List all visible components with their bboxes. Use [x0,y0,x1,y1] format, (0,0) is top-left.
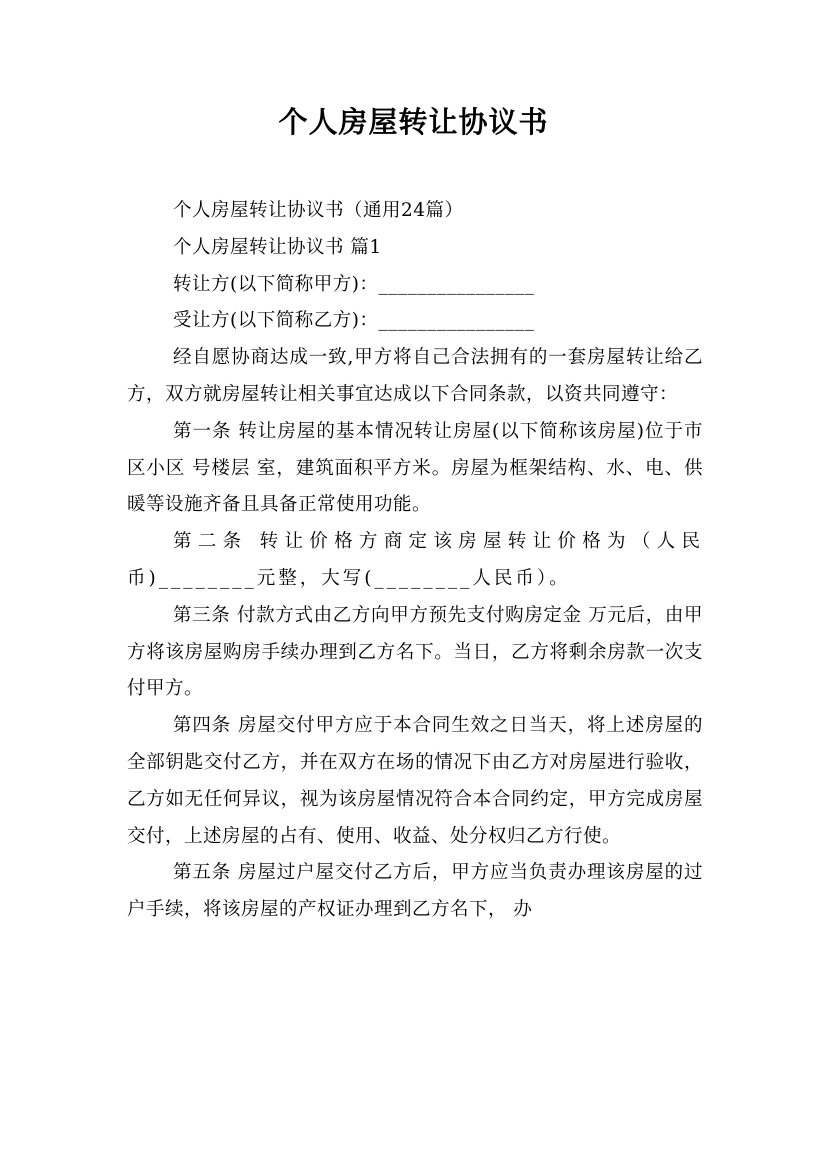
paragraph-transferee-line: 受让方(以下简称乙方)：________________ [173,310,535,332]
document-body [127,193,703,929]
paragraph-article-4: 第四条 房屋交付甲方应于本合同生效之日当天，将上述房屋的全部钥匙交付乙方，并在双方在场的情况下由乙方对房屋进行验收，乙方如无任何异议，视为该房屋情况符合本合同约定，甲方完成房屋交付，上述房屋的占有、使用、收益、处分权归乙方行使。 [127,715,703,847]
paragraph-article-5: 第五条 房屋过户屋交付乙方后，甲方应当负责办理该房屋的过户手续，将该房屋的产权证办理到乙方名下， 办 [127,862,703,921]
paragraph-preamble: 经自愿协商达成一致,甲方将自己合法拥有的一套房屋转让给乙方，双方就房屋转让相关事宜达成以下合同条款，以资共同遵守： [127,347,703,405]
paragraph-article-heading: 个人房屋转让协议书 篇1 [173,236,382,258]
paragraph-article-3: 第三条 付款方式由乙方向甲方预先支付购房定金 万元后，由甲方将该房屋购房手续办理到乙方名下。当日，乙方将剩余房款一次支付甲方。 [127,604,703,700]
paragraph-article-2: 第二条 转让价格方商定该房屋转让价格为（人民币)________元整，大写(________人民币）。 [127,531,703,589]
paragraph-collection-title: 个人房屋转让协议书（通用24篇） [173,200,464,221]
paragraph-article-1: 第一条 转让房屋的基本情况转让房屋(以下简称该房屋)位于市 区小区 号楼层 室，建筑面积平方米。房屋为框架结构、水、电、供暖等设施齐备且具备正常使用功能。 [127,420,703,516]
paragraph-transferor-line: 转让方(以下简称甲方)：________________ [173,273,535,295]
document-title: 个人房屋转让协议书 [278,105,549,139]
